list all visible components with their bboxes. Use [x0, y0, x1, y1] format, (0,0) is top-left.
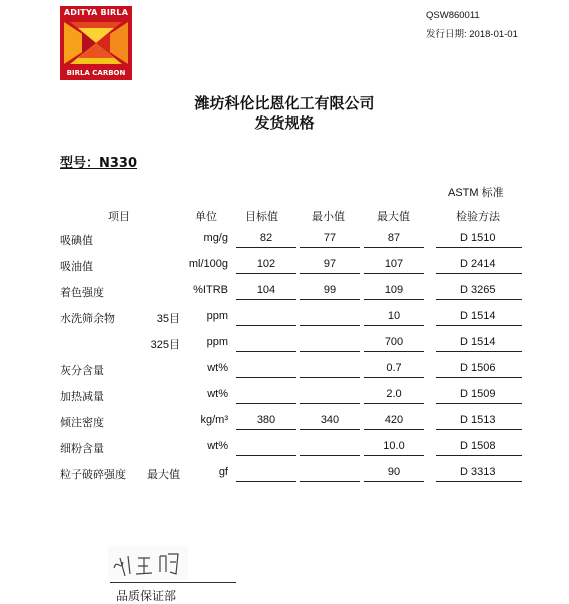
cell-unit: ppm — [206, 310, 228, 322]
method-header: 检验方法 — [456, 211, 500, 223]
cell-sub: 325目 — [150, 339, 180, 351]
row-underline — [236, 273, 296, 274]
row-underline — [364, 273, 424, 274]
cell-item: 水洗筛余物 — [60, 313, 115, 325]
cell-method: D 2414 — [460, 258, 496, 270]
row-underline — [300, 455, 360, 456]
max-header: 最大值 — [377, 211, 410, 223]
astm-standard-header: ASTM 标准 — [448, 187, 504, 199]
row-underline — [300, 299, 360, 300]
cell-min: 99 — [323, 284, 337, 296]
row-underline — [236, 325, 296, 326]
cell-item: 细粉含量 — [60, 443, 104, 455]
cell-min: 97 — [323, 258, 337, 270]
row-underline — [364, 299, 424, 300]
row-underline — [436, 403, 522, 404]
unit-header: 单位 — [195, 211, 217, 223]
cell-method: D 1510 — [460, 232, 496, 244]
cell-unit: kg/m³ — [200, 414, 228, 426]
document-title: 发货规格 — [254, 114, 315, 132]
cell-item: 吸碘值 — [60, 235, 93, 247]
cell-unit: wt% — [207, 440, 228, 452]
row-underline — [436, 351, 522, 352]
department-label: 品质保证部 — [116, 589, 177, 603]
cell-method: D 3313 — [460, 466, 496, 478]
cell-max: 0.7 — [386, 362, 402, 374]
row-underline — [236, 299, 296, 300]
cell-min: 77 — [323, 232, 337, 244]
row-underline — [436, 247, 522, 248]
row-underline — [436, 455, 522, 456]
cell-item: 粒子破碎强度 — [60, 469, 126, 481]
row-underline — [364, 429, 424, 430]
company-name: 潍坊科伦比恩化工有限公司 — [194, 94, 375, 112]
row-underline — [236, 403, 296, 404]
cell-method: D 1513 — [460, 414, 496, 426]
row-underline — [300, 429, 360, 430]
cell-item: 加热减量 — [60, 391, 104, 403]
row-underline — [236, 429, 296, 430]
row-underline — [300, 403, 360, 404]
row-underline — [364, 325, 424, 326]
row-underline — [236, 481, 296, 482]
row-underline — [236, 351, 296, 352]
cell-target: 102 — [256, 258, 276, 270]
row-underline — [436, 325, 522, 326]
cell-target: 104 — [256, 284, 276, 296]
target-header: 目标值 — [245, 211, 278, 223]
cell-item: 灰分含量 — [60, 365, 104, 377]
row-underline — [364, 351, 424, 352]
logo-sub-text: BIRLA CARBON — [60, 66, 132, 80]
cell-item: 吸油值 — [60, 261, 93, 273]
cell-method: D 1509 — [460, 388, 496, 400]
row-underline — [236, 247, 296, 248]
issue-date: 发行日期: 2018-01-01 — [426, 29, 518, 40]
cell-max: 90 — [387, 466, 401, 478]
cell-min: 340 — [320, 414, 340, 426]
row-underline — [364, 481, 424, 482]
row-underline — [236, 455, 296, 456]
row-underline — [364, 455, 424, 456]
model-label: 型号：N330 — [60, 156, 138, 171]
cell-max: 109 — [384, 284, 404, 296]
cell-method: D 1508 — [460, 440, 496, 452]
cell-unit: %ITRB — [193, 284, 228, 296]
row-underline — [436, 377, 522, 378]
row-underline — [436, 299, 522, 300]
cell-method: D 1506 — [460, 362, 496, 374]
logo-brand-text: ADITYA BIRLA — [63, 8, 129, 17]
item-header: 项目 — [108, 211, 130, 223]
cell-sub: 35目 — [156, 313, 180, 325]
row-underline — [364, 403, 424, 404]
row-underline — [300, 481, 360, 482]
cell-method: D 1514 — [460, 310, 496, 322]
row-underline — [300, 325, 360, 326]
cell-max: 700 — [384, 336, 404, 348]
signature-line — [110, 582, 236, 583]
row-underline — [364, 247, 424, 248]
cell-max: 10.0 — [383, 440, 405, 452]
cell-unit: gf — [218, 466, 228, 478]
cell-item: 着色强度 — [60, 287, 104, 299]
cell-sub: 最大值 — [147, 469, 180, 481]
row-underline — [436, 429, 522, 430]
row-underline — [436, 273, 522, 274]
cell-max: 2.0 — [386, 388, 402, 400]
cell-max: 420 — [384, 414, 404, 426]
cell-method: D 3265 — [460, 284, 496, 296]
row-underline — [300, 351, 360, 352]
cell-target: 82 — [259, 232, 273, 244]
cell-unit: mg/g — [203, 232, 228, 244]
signature-image — [108, 546, 188, 580]
row-underline — [300, 247, 360, 248]
row-underline — [300, 273, 360, 274]
row-underline — [300, 377, 360, 378]
min-header: 最小值 — [312, 211, 345, 223]
cell-max: 107 — [384, 258, 404, 270]
document-code: QSW860011 — [426, 10, 480, 21]
logo-emblem-icon — [60, 20, 132, 66]
cell-max: 10 — [387, 310, 401, 322]
cell-unit: ml/100g — [188, 258, 228, 270]
row-underline — [364, 377, 424, 378]
cell-max: 87 — [387, 232, 401, 244]
row-underline — [436, 481, 522, 482]
cell-item: 倾注密度 — [60, 417, 104, 429]
cell-unit: ppm — [206, 336, 228, 348]
cell-method: D 1514 — [460, 336, 496, 348]
row-underline — [236, 377, 296, 378]
cell-target: 380 — [256, 414, 276, 426]
cell-unit: wt% — [207, 388, 228, 400]
cell-unit: wt% — [207, 362, 228, 374]
company-logo — [60, 6, 132, 80]
